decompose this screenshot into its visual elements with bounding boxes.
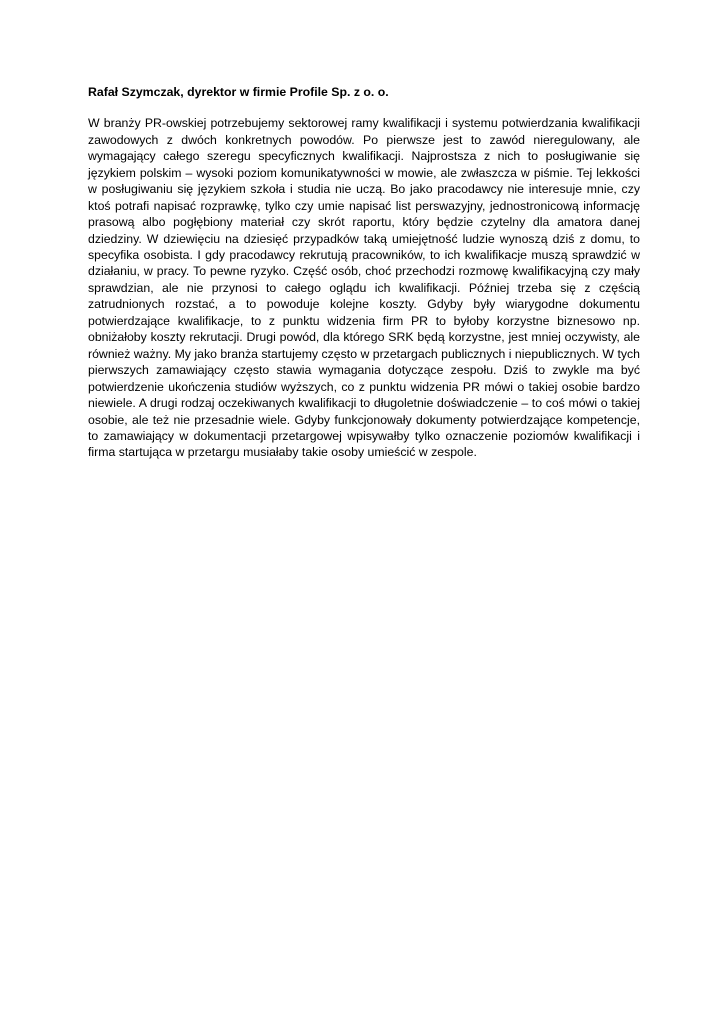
document-paragraph: W branży PR-owskiej potrzebujemy sektorowej ramy kwalifikacji i systemu potwierdzania kwalifikacji zawodowych z dwóch konkretnych powodów. Po pierwsze jest to zawód nieregulowany, ale wymagający całego szeregu specyficznych kwalifikacji. Najprostsza z nich to posługiwanie się językiem polskim – wysoki poziom komunikatywności w mowie, ale zwłaszcza w piśmie. Tej lekkości w posługiwaniu się językiem szkoła i studia nie uczą. Bo jako pracodawcy nie interesuje mnie, czy ktoś potrafi napisać rozprawkę, tylko czy umie napisać list perswazyjny, jednostronicową informację prasową albo pogłębiony materiał czy skrót raportu, który będzie czytelny dla amatora danej dziedziny. W dziewięciu na dziesięć przypadków taką umiejętność ludzie wynoszą dziś z domu, to specyfika osobista. I gdy pracodawcy rekrutują pracowników, to ich kwalifikacje muszą sprawdzić w działaniu, w pracy. To pewne ryzyko. Część osób, choć przechodzi rozmowę kwalifikacyjną czy mały sprawdzian, ale nie przynosi to całego oglądu ich kwalifikacji. Później trzeba się z częścią zatrudnionych rozstać, a to powoduje kolejne koszty. Gdyby były wiarygodne dokumentu potwierdzające kwalifikacje, to z punktu widzenia firm PR to byłoby korzystne biznesowo np. obniżałoby koszty rekrutacji. Drugi powód, dla którego SRK będą korzystne, jest mniej oczywisty, ale również ważny. My jako branża startujemy często w przetargach publicznych i niepublicznych. W tych pierwszych zamawiający często stawia wymagania dotyczące zespołu. Dziś to zwykle ma być potwierdzenie ukończenia studiów wyższych, co z punktu widzenia PR mówi o takiej osobie bardzo niewiele. A drugi rodzaj oczekiwanych kwalifikacji to długoletnie doświadczenie – to coś mówi o takiej osobie, ale też nie przesadnie wiele. Gdyby funkcjonowały dokumenty potwierdzające kompetencje, to zamawiający w dokumentacji przetargowej wpisywałby tylko oznaczenie poziomów kwalifikacji i firma startująca w przetargu musiałaby takie osoby umieścić w zespole. [88,116,640,460]
document-content [88,84,640,461]
document-heading: Rafał Szymczak, dyrektor w firmie Profile Sp. z o. o. [88,85,389,99]
